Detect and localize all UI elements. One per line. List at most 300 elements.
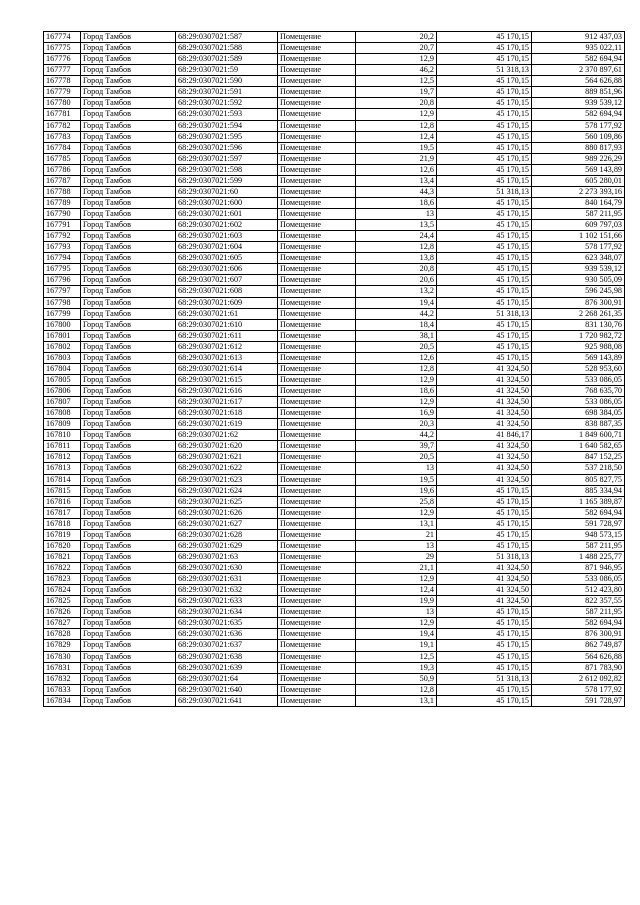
specific-value-cell: 45 170,15	[437, 507, 532, 518]
specific-value-cell: 41 324,50	[437, 463, 532, 474]
area-cell: 18,6	[356, 197, 437, 208]
record-id-cell: 167829	[44, 640, 81, 651]
table-row	[44, 98, 625, 109]
specific-value-cell: 45 170,15	[437, 341, 532, 352]
area-cell: 21,1	[356, 563, 437, 574]
city-cell: Город Тамбов	[81, 507, 176, 518]
area-cell: 12,5	[356, 76, 437, 87]
cadastral-value-cell: 578 177,92	[532, 684, 625, 695]
specific-value-cell: 45 170,15	[437, 640, 532, 651]
specific-value-cell: 45 170,15	[437, 662, 532, 673]
specific-value-cell: 45 170,15	[437, 540, 532, 551]
table-row	[44, 286, 625, 297]
record-id-cell: 167778	[44, 76, 81, 87]
area-cell: 20,2	[356, 32, 437, 43]
record-id-cell: 167799	[44, 308, 81, 319]
object-type-cell: Помещение	[278, 120, 356, 131]
area-cell: 12,8	[356, 120, 437, 131]
cadastral-value-cell: 885 334,94	[532, 485, 625, 496]
specific-value-cell: 45 170,15	[437, 264, 532, 275]
cadastral-value-cell: 847 152,25	[532, 452, 625, 463]
cadastral-value-cell: 862 749,87	[532, 640, 625, 651]
area-cell: 12,9	[356, 54, 437, 65]
specific-value-cell: 45 170,15	[437, 253, 532, 264]
area-cell: 12,9	[356, 397, 437, 408]
specific-value-cell: 45 170,15	[437, 109, 532, 120]
cadastral-number-cell: 68:29:0307021:63	[176, 551, 278, 562]
city-cell: Город Тамбов	[81, 87, 176, 98]
specific-value-cell: 45 170,15	[437, 286, 532, 297]
specific-value-cell: 41 324,50	[437, 374, 532, 385]
table-row	[44, 551, 625, 562]
record-id-cell: 167826	[44, 607, 81, 618]
cadastral-number-cell: 68:29:0307021:639	[176, 662, 278, 673]
cadastral-value-cell: 2 268 261,35	[532, 308, 625, 319]
object-type-cell: Помещение	[278, 253, 356, 264]
cadastral-number-cell: 68:29:0307021:591	[176, 87, 278, 98]
record-id-cell: 167782	[44, 120, 81, 131]
specific-value-cell: 45 170,15	[437, 529, 532, 540]
cadastral-number-cell: 68:29:0307021:629	[176, 540, 278, 551]
area-cell: 12,9	[356, 507, 437, 518]
cadastral-number-cell: 68:29:0307021:634	[176, 607, 278, 618]
specific-value-cell: 45 170,15	[437, 153, 532, 164]
record-id-cell: 167822	[44, 563, 81, 574]
cadastral-value-cell: 871 783,90	[532, 662, 625, 673]
city-cell: Город Тамбов	[81, 109, 176, 120]
object-type-cell: Помещение	[278, 186, 356, 197]
record-id-cell: 167795	[44, 264, 81, 275]
area-cell: 20,7	[356, 43, 437, 54]
cadastral-number-cell: 68:29:0307021:607	[176, 275, 278, 286]
cadastral-number-cell: 68:29:0307021:614	[176, 363, 278, 374]
record-id-cell: 167814	[44, 474, 81, 485]
specific-value-cell: 45 170,15	[437, 43, 532, 54]
area-cell: 12,9	[356, 374, 437, 385]
area-cell: 19,3	[356, 662, 437, 673]
table-row	[44, 662, 625, 673]
cadastral-value-cell: 533 086,05	[532, 374, 625, 385]
specific-value-cell: 45 170,15	[437, 607, 532, 618]
city-cell: Город Тамбов	[81, 231, 176, 242]
record-id-cell: 167823	[44, 574, 81, 585]
record-id-cell: 167789	[44, 197, 81, 208]
area-cell: 19,5	[356, 142, 437, 153]
city-cell: Город Тамбов	[81, 197, 176, 208]
cadastral-number-cell: 68:29:0307021:613	[176, 352, 278, 363]
table-row	[44, 242, 625, 253]
record-id-cell: 167775	[44, 43, 81, 54]
city-cell: Город Тамбов	[81, 408, 176, 419]
object-type-cell: Помещение	[278, 209, 356, 220]
city-cell: Город Тамбов	[81, 673, 176, 684]
city-cell: Город Тамбов	[81, 684, 176, 695]
record-id-cell: 167798	[44, 297, 81, 308]
specific-value-cell: 41 324,50	[437, 452, 532, 463]
cadastral-value-cell: 871 946,95	[532, 563, 625, 574]
area-cell: 20,8	[356, 98, 437, 109]
cadastral-value-cell: 876 300,91	[532, 297, 625, 308]
cadastral-number-cell: 68:29:0307021:632	[176, 585, 278, 596]
city-cell: Город Тамбов	[81, 496, 176, 507]
table-row	[44, 231, 625, 242]
record-id-cell: 167832	[44, 673, 81, 684]
specific-value-cell: 45 170,15	[437, 485, 532, 496]
specific-value-cell: 45 170,15	[437, 518, 532, 529]
record-id-cell: 167803	[44, 352, 81, 363]
object-type-cell: Помещение	[278, 540, 356, 551]
cadastral-value-cell: 582 694,94	[532, 618, 625, 629]
object-type-cell: Помещение	[278, 330, 356, 341]
record-id-cell: 167821	[44, 551, 81, 562]
city-cell: Город Тамбов	[81, 98, 176, 109]
record-id-cell: 167815	[44, 485, 81, 496]
object-type-cell: Помещение	[278, 319, 356, 330]
cadastral-number-cell: 68:29:0307021:590	[176, 76, 278, 87]
cadastral-value-cell: 569 143,89	[532, 164, 625, 175]
area-cell: 13,1	[356, 518, 437, 529]
table-row	[44, 430, 625, 441]
object-type-cell: Помещение	[278, 474, 356, 485]
table-row	[44, 629, 625, 640]
table-row	[44, 463, 625, 474]
table-row	[44, 563, 625, 574]
object-type-cell: Помещение	[278, 153, 356, 164]
cadastral-value-cell: 768 635,70	[532, 386, 625, 397]
area-cell: 19,4	[356, 297, 437, 308]
cadastral-number-cell: 68:29:0307021:606	[176, 264, 278, 275]
area-cell: 12,9	[356, 618, 437, 629]
city-cell: Город Тамбов	[81, 430, 176, 441]
cadastral-number-cell: 68:29:0307021:611	[176, 330, 278, 341]
record-id-cell: 167776	[44, 54, 81, 65]
record-id-cell: 167792	[44, 231, 81, 242]
city-cell: Город Тамбов	[81, 540, 176, 551]
cadastral-number-cell: 68:29:0307021:60	[176, 186, 278, 197]
city-cell: Город Тамбов	[81, 76, 176, 87]
city-cell: Город Тамбов	[81, 386, 176, 397]
specific-value-cell: 45 170,15	[437, 651, 532, 662]
object-type-cell: Помещение	[278, 695, 356, 706]
area-cell: 13	[356, 209, 437, 220]
cadastral-number-cell: 68:29:0307021:617	[176, 397, 278, 408]
area-cell: 19,1	[356, 640, 437, 651]
specific-value-cell: 41 324,50	[437, 363, 532, 374]
cadastral-number-cell: 68:29:0307021:615	[176, 374, 278, 385]
specific-value-cell: 45 170,15	[437, 98, 532, 109]
area-cell: 12,9	[356, 109, 437, 120]
cadastral-value-cell: 880 817,93	[532, 142, 625, 153]
city-cell: Город Тамбов	[81, 563, 176, 574]
specific-value-cell: 51 318,13	[437, 673, 532, 684]
cadastral-number-cell: 68:29:0307021:626	[176, 507, 278, 518]
record-id-cell: 167817	[44, 507, 81, 518]
cadastral-value-cell: 1 102 151,66	[532, 231, 625, 242]
specific-value-cell: 41 324,50	[437, 563, 532, 574]
cadastral-value-cell: 1 849 600,71	[532, 430, 625, 441]
table-row	[44, 43, 625, 54]
record-id-cell: 167791	[44, 220, 81, 231]
area-cell: 13	[356, 463, 437, 474]
table-row	[44, 485, 625, 496]
cadastral-value-cell: 512 423,80	[532, 585, 625, 596]
table-row	[44, 374, 625, 385]
table-row	[44, 507, 625, 518]
city-cell: Город Тамбов	[81, 529, 176, 540]
table-row	[44, 474, 625, 485]
record-id-cell: 167831	[44, 662, 81, 673]
cadastral-number-cell: 68:29:0307021:605	[176, 253, 278, 264]
table-row	[44, 319, 625, 330]
city-cell: Город Тамбов	[81, 474, 176, 485]
object-type-cell: Помещение	[278, 607, 356, 618]
record-id-cell: 167833	[44, 684, 81, 695]
record-id-cell: 167825	[44, 596, 81, 607]
city-cell: Город Тамбов	[81, 618, 176, 629]
record-id-cell: 167783	[44, 131, 81, 142]
area-cell: 12,4	[356, 131, 437, 142]
area-cell: 46,2	[356, 65, 437, 76]
object-type-cell: Помещение	[278, 197, 356, 208]
city-cell: Город Тамбов	[81, 131, 176, 142]
cadastral-number-cell: 68:29:0307021:641	[176, 695, 278, 706]
area-cell: 12,9	[356, 574, 437, 585]
area-cell: 21,9	[356, 153, 437, 164]
table-row	[44, 651, 625, 662]
area-cell: 19,9	[356, 596, 437, 607]
cadastral-number-cell: 68:29:0307021:589	[176, 54, 278, 65]
object-type-cell: Помещение	[278, 651, 356, 662]
city-cell: Город Тамбов	[81, 264, 176, 275]
object-type-cell: Помещение	[278, 164, 356, 175]
city-cell: Город Тамбов	[81, 363, 176, 374]
cadastral-value-cell: 591 728,97	[532, 695, 625, 706]
object-type-cell: Помещение	[278, 374, 356, 385]
cadastral-value-cell: 805 827,75	[532, 474, 625, 485]
specific-value-cell: 45 170,15	[437, 197, 532, 208]
object-type-cell: Помещение	[278, 175, 356, 186]
object-type-cell: Помещение	[278, 684, 356, 695]
city-cell: Город Тамбов	[81, 585, 176, 596]
cadastral-value-cell: 528 953,60	[532, 363, 625, 374]
specific-value-cell: 45 170,15	[437, 618, 532, 629]
city-cell: Город Тамбов	[81, 153, 176, 164]
table-row	[44, 76, 625, 87]
specific-value-cell: 45 170,15	[437, 120, 532, 131]
cadastral-number-cell: 68:29:0307021:597	[176, 153, 278, 164]
record-id-cell: 167808	[44, 408, 81, 419]
cadastral-number-cell: 68:29:0307021:592	[176, 98, 278, 109]
specific-value-cell: 45 170,15	[437, 220, 532, 231]
cadastral-value-table	[43, 31, 625, 707]
table-row	[44, 452, 625, 463]
table-row	[44, 574, 625, 585]
cadastral-value-cell: 2 612 092,82	[532, 673, 625, 684]
table-row	[44, 408, 625, 419]
cadastral-value-cell: 2 370 897,61	[532, 65, 625, 76]
object-type-cell: Помещение	[278, 585, 356, 596]
cadastral-value-cell: 831 130,76	[532, 319, 625, 330]
record-id-cell: 167797	[44, 286, 81, 297]
area-cell: 13	[356, 607, 437, 618]
area-cell: 12,8	[356, 363, 437, 374]
area-cell: 29	[356, 551, 437, 562]
specific-value-cell: 45 170,15	[437, 330, 532, 341]
specific-value-cell: 45 170,15	[437, 695, 532, 706]
specific-value-cell: 51 318,13	[437, 551, 532, 562]
object-type-cell: Помещение	[278, 463, 356, 474]
cadastral-value-cell: 1 720 982,72	[532, 330, 625, 341]
city-cell: Город Тамбов	[81, 341, 176, 352]
object-type-cell: Помещение	[278, 563, 356, 574]
city-cell: Город Тамбов	[81, 397, 176, 408]
object-type-cell: Помещение	[278, 441, 356, 452]
cadastral-value-cell: 1 488 225,77	[532, 551, 625, 562]
specific-value-cell: 41 324,50	[437, 397, 532, 408]
specific-value-cell: 45 170,15	[437, 76, 532, 87]
object-type-cell: Помещение	[278, 640, 356, 651]
cadastral-value-cell: 591 728,97	[532, 518, 625, 529]
city-cell: Город Тамбов	[81, 485, 176, 496]
table-row	[44, 341, 625, 352]
record-id-cell: 167828	[44, 629, 81, 640]
cadastral-value-cell: 569 143,89	[532, 352, 625, 363]
area-cell: 12,8	[356, 242, 437, 253]
record-id-cell: 167819	[44, 529, 81, 540]
record-id-cell: 167824	[44, 585, 81, 596]
area-cell: 12,6	[356, 352, 437, 363]
table-row	[44, 275, 625, 286]
cadastral-number-cell: 68:29:0307021:598	[176, 164, 278, 175]
cadastral-value-cell: 564 626,88	[532, 651, 625, 662]
area-cell: 13	[356, 540, 437, 551]
specific-value-cell: 41 324,50	[437, 474, 532, 485]
specific-value-cell: 45 170,15	[437, 175, 532, 186]
record-id-cell: 167788	[44, 186, 81, 197]
specific-value-cell: 41 324,50	[437, 386, 532, 397]
record-id-cell: 167780	[44, 98, 81, 109]
table-row	[44, 352, 625, 363]
record-id-cell: 167781	[44, 109, 81, 120]
table-row	[44, 131, 625, 142]
cadastral-number-cell: 68:29:0307021:593	[176, 109, 278, 120]
table-row	[44, 153, 625, 164]
city-cell: Город Тамбов	[81, 463, 176, 474]
object-type-cell: Помещение	[278, 308, 356, 319]
table-row	[44, 54, 625, 65]
city-cell: Город Тамбов	[81, 242, 176, 253]
record-id-cell: 167827	[44, 618, 81, 629]
area-cell: 20,5	[356, 452, 437, 463]
specific-value-cell: 45 170,15	[437, 684, 532, 695]
table-row	[44, 496, 625, 507]
cadastral-number-cell: 68:29:0307021:625	[176, 496, 278, 507]
area-cell: 19,5	[356, 474, 437, 485]
cadastral-value-cell: 930 505,09	[532, 275, 625, 286]
cadastral-value-cell: 533 086,05	[532, 574, 625, 585]
record-id-cell: 167779	[44, 87, 81, 98]
cadastral-value-cell: 876 300,91	[532, 629, 625, 640]
object-type-cell: Помещение	[278, 574, 356, 585]
cadastral-number-cell: 68:29:0307021:618	[176, 408, 278, 419]
record-id-cell: 167834	[44, 695, 81, 706]
object-type-cell: Помещение	[278, 662, 356, 673]
object-type-cell: Помещение	[278, 518, 356, 529]
object-type-cell: Помещение	[278, 452, 356, 463]
table-row	[44, 540, 625, 551]
city-cell: Город Тамбов	[81, 32, 176, 43]
cadastral-number-cell: 68:29:0307021:602	[176, 220, 278, 231]
city-cell: Город Тамбов	[81, 120, 176, 131]
table-row	[44, 386, 625, 397]
object-type-cell: Помещение	[278, 673, 356, 684]
table-row	[44, 673, 625, 684]
city-cell: Город Тамбов	[81, 452, 176, 463]
record-id-cell: 167806	[44, 386, 81, 397]
table-row	[44, 253, 625, 264]
table-row	[44, 640, 625, 651]
specific-value-cell: 51 318,13	[437, 65, 532, 76]
table-row	[44, 142, 625, 153]
cadastral-value-cell: 582 694,94	[532, 507, 625, 518]
cadastral-value-cell: 596 245,98	[532, 286, 625, 297]
cadastral-value-cell: 935 022,11	[532, 43, 625, 54]
cadastral-value-cell: 1 165 389,87	[532, 496, 625, 507]
cadastral-value-cell: 582 694,94	[532, 109, 625, 120]
city-cell: Город Тамбов	[81, 607, 176, 618]
table-row	[44, 596, 625, 607]
city-cell: Город Тамбов	[81, 419, 176, 430]
object-type-cell: Помещение	[278, 352, 356, 363]
area-cell: 18,4	[356, 319, 437, 330]
specific-value-cell: 45 170,15	[437, 87, 532, 98]
specific-value-cell: 41 324,50	[437, 419, 532, 430]
object-type-cell: Помещение	[278, 109, 356, 120]
record-id-cell: 167802	[44, 341, 81, 352]
record-id-cell: 167805	[44, 374, 81, 385]
area-cell: 38,1	[356, 330, 437, 341]
cadastral-number-cell: 68:29:0307021:630	[176, 563, 278, 574]
city-cell: Город Тамбов	[81, 186, 176, 197]
area-cell: 16,9	[356, 408, 437, 419]
document-page	[43, 31, 625, 707]
area-cell: 13,1	[356, 695, 437, 706]
record-id-cell: 167801	[44, 330, 81, 341]
city-cell: Город Тамбов	[81, 330, 176, 341]
area-cell: 18,6	[356, 386, 437, 397]
cadastral-number-cell: 68:29:0307021:624	[176, 485, 278, 496]
specific-value-cell: 45 170,15	[437, 54, 532, 65]
cadastral-value-cell: 989 226,29	[532, 153, 625, 164]
table-row	[44, 264, 625, 275]
city-cell: Город Тамбов	[81, 65, 176, 76]
table-body	[44, 32, 625, 707]
table-row	[44, 330, 625, 341]
area-cell: 20,5	[356, 341, 437, 352]
cadastral-value-cell: 939 539,12	[532, 264, 625, 275]
table-row	[44, 32, 625, 43]
city-cell: Город Тамбов	[81, 574, 176, 585]
city-cell: Город Тамбов	[81, 43, 176, 54]
cadastral-number-cell: 68:29:0307021:594	[176, 120, 278, 131]
specific-value-cell: 51 318,13	[437, 308, 532, 319]
area-cell: 44,3	[356, 186, 437, 197]
record-id-cell: 167812	[44, 452, 81, 463]
table-row	[44, 529, 625, 540]
cadastral-number-cell: 68:29:0307021:603	[176, 231, 278, 242]
cadastral-number-cell: 68:29:0307021:59	[176, 65, 278, 76]
table-row	[44, 363, 625, 374]
